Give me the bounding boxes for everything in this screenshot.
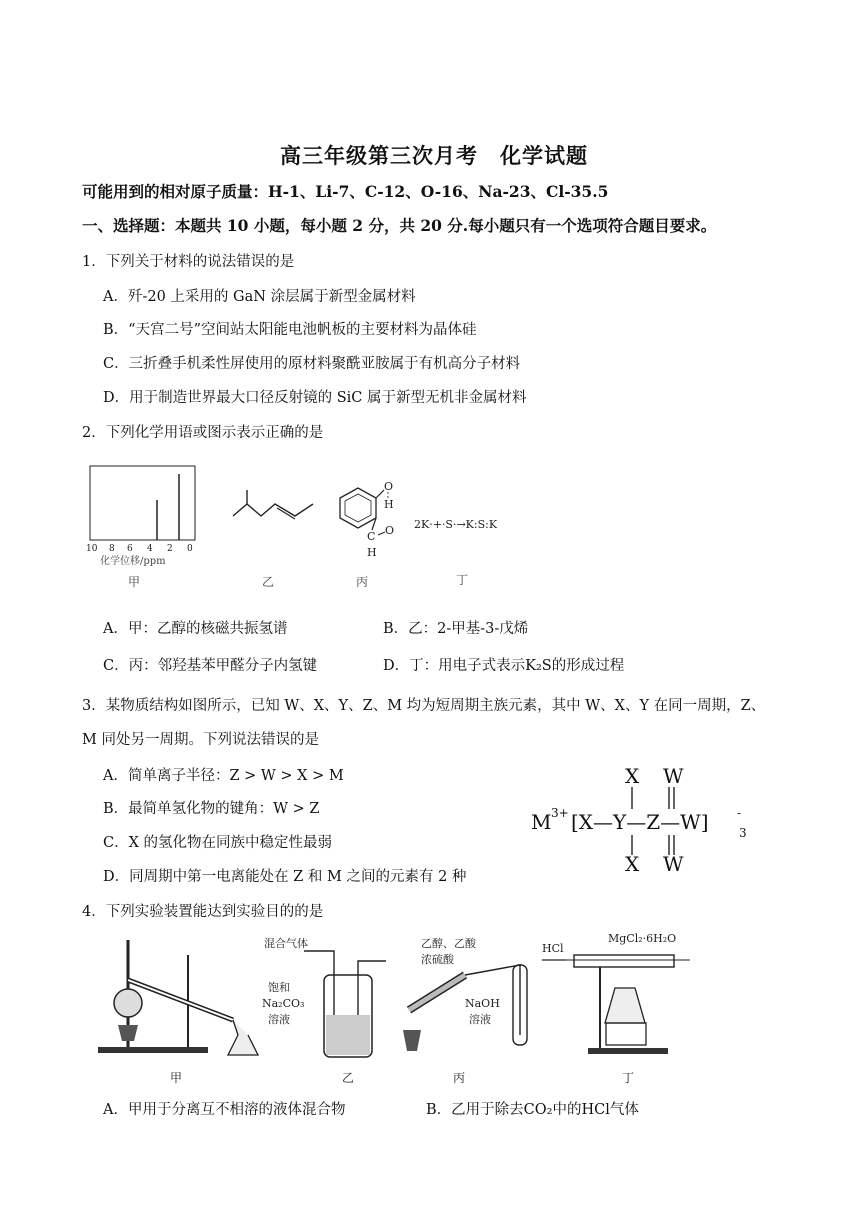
svg-text:O: O	[385, 524, 395, 537]
svg-text:X: X	[625, 765, 640, 788]
q3-structure-figure	[525, 765, 775, 880]
nmr-tick-2: 2	[167, 544, 173, 554]
q1-option-c: C．三折叠手机柔性屏使用的原材料聚酰亚胺属于有机高分子材料	[103, 356, 521, 372]
electron-dot-equation: 2K·+·S·→K:S:K	[414, 518, 498, 531]
svg-text:W: W	[663, 852, 684, 876]
q3-option-c: C．X 的氢化物在同族中稳定性最弱	[103, 835, 333, 851]
nmr-tick-10: 10	[86, 544, 98, 554]
salicylaldehyde-figure	[318, 478, 408, 590]
nmr-tick-4: 4	[147, 544, 153, 554]
nmr-tick-6: 6	[127, 544, 133, 554]
apparatus-ding-figure	[540, 928, 700, 1085]
ding-mgcl2-label: MgCl₂·6H₂O	[608, 932, 677, 945]
q1-option-b: B．“天宫二号”空间站太阳能电池帆板的主要材料为晶体硅	[103, 322, 477, 338]
apparatus-bing-figure	[395, 935, 545, 1085]
label-bing: 丙	[356, 575, 369, 589]
nmr-spectrum-figure	[82, 462, 212, 590]
label-jia-apparatus: 甲	[170, 1071, 183, 1085]
svg-text:W: W	[663, 765, 684, 788]
svg-text:[X—Y—Z—W]: [X—Y—Z—W]	[571, 810, 709, 834]
yi-solution-label-2: Na₂CO₃	[262, 997, 305, 1010]
q1-option-a: A．歼-20 上采用的 GaN 涂层属于新型金属材料	[103, 289, 416, 305]
svg-text:X: X	[625, 852, 640, 876]
q3-option-d: D．同周期中第一电离能处在 Z 和 M 之间的元素有 2 种	[103, 869, 467, 885]
q2-stem: 2．下列化学用语或图示表示正确的是	[82, 425, 324, 441]
skeletal-structure-figure	[225, 490, 325, 590]
section-heading: 一、选择题：本题共 10 小题，每小题 2 分，共 20 分.每小题只有一个选项符合题目要求。	[82, 216, 717, 235]
bing-reagent-label-2: 浓硫酸	[421, 953, 454, 966]
q2-option-c: C．丙：邻羟基苯甲醛分子内氢键	[103, 658, 318, 674]
apparatus-yi-figure	[262, 935, 392, 1085]
q1-option-d: D．用于制造世界最大口径反射镜的 SiC 属于新型无机非金属材料	[103, 390, 527, 406]
svg-text:-: -	[737, 806, 742, 820]
label-jia: 甲	[128, 575, 141, 589]
q1-stem: 1．下列关于材料的说法错误的是	[82, 254, 295, 270]
nmr-tick-0: 0	[187, 544, 193, 554]
svg-text:3: 3	[739, 826, 747, 840]
q3-option-b: B．最简单氢化物的键角：W > Z	[103, 801, 320, 817]
bing-reagent-label-1: 乙醇、乙酸	[421, 937, 476, 950]
yi-solution-label-1: 饱和	[268, 981, 290, 994]
ding-hcl-label: HCl	[542, 942, 564, 955]
yi-gas-label: 混合气体	[264, 937, 308, 950]
nmr-xlabel: 化学位移/ppm	[100, 556, 166, 567]
label-bing-apparatus: 丙	[453, 1071, 466, 1085]
q3-option-a: A．简单离子半径：Z > W > X > M	[103, 768, 344, 784]
apparatus-jia-figure	[88, 935, 263, 1085]
atomic-masses-line: 可能用到的相对原子质量：H-1、Li-7、C-12、O-16、Na-23、Cl-35.5	[82, 182, 609, 201]
nmr-tick-8: 8	[109, 544, 115, 554]
yi-solution-label-3: 溶液	[268, 1013, 290, 1026]
svg-text:H: H	[384, 498, 394, 511]
bing-naoh-label-1: NaOH	[465, 997, 500, 1010]
q4-option-b: B．乙用于除去CO₂中的HCl气体	[426, 1102, 639, 1118]
q2-option-a: A．甲：乙醇的核磁共振氢谱	[103, 621, 288, 637]
label-ding-apparatus: 丁	[622, 1071, 635, 1085]
q3-stem-line2: M 同处另一周期。下列说法错误的是	[82, 732, 319, 748]
label-ding: 丁	[456, 573, 469, 587]
svg-text:C: C	[367, 530, 376, 543]
svg-text:O: O	[384, 480, 394, 493]
q3-stem-line1: 3．某物质结构如图所示，已知 W、X、Y、Z、M 均为短周期主族元素，其中 W、X、Y 在同一周期，Z、	[82, 698, 766, 714]
electron-dot-figure	[410, 514, 540, 590]
label-yi-apparatus: 乙	[342, 1071, 355, 1085]
svg-text:M: M	[531, 810, 552, 834]
q4-stem: 4．下列实验装置能达到实验目的的是	[82, 904, 324, 920]
svg-text:H: H	[367, 546, 377, 559]
label-yi: 乙	[262, 575, 275, 589]
q2-option-d: D．丁：用电子式表示K₂S的形成过程	[383, 658, 625, 674]
svg-text:3+: 3+	[551, 806, 569, 820]
bing-naoh-label-2: 溶液	[469, 1013, 491, 1026]
q2-option-b: B．乙：2-甲基-3-戊烯	[383, 621, 529, 637]
page-title: 高三年级第三次月考 化学试题	[280, 143, 588, 168]
q4-option-a: A．甲用于分离互不相溶的液体混合物	[103, 1102, 346, 1118]
